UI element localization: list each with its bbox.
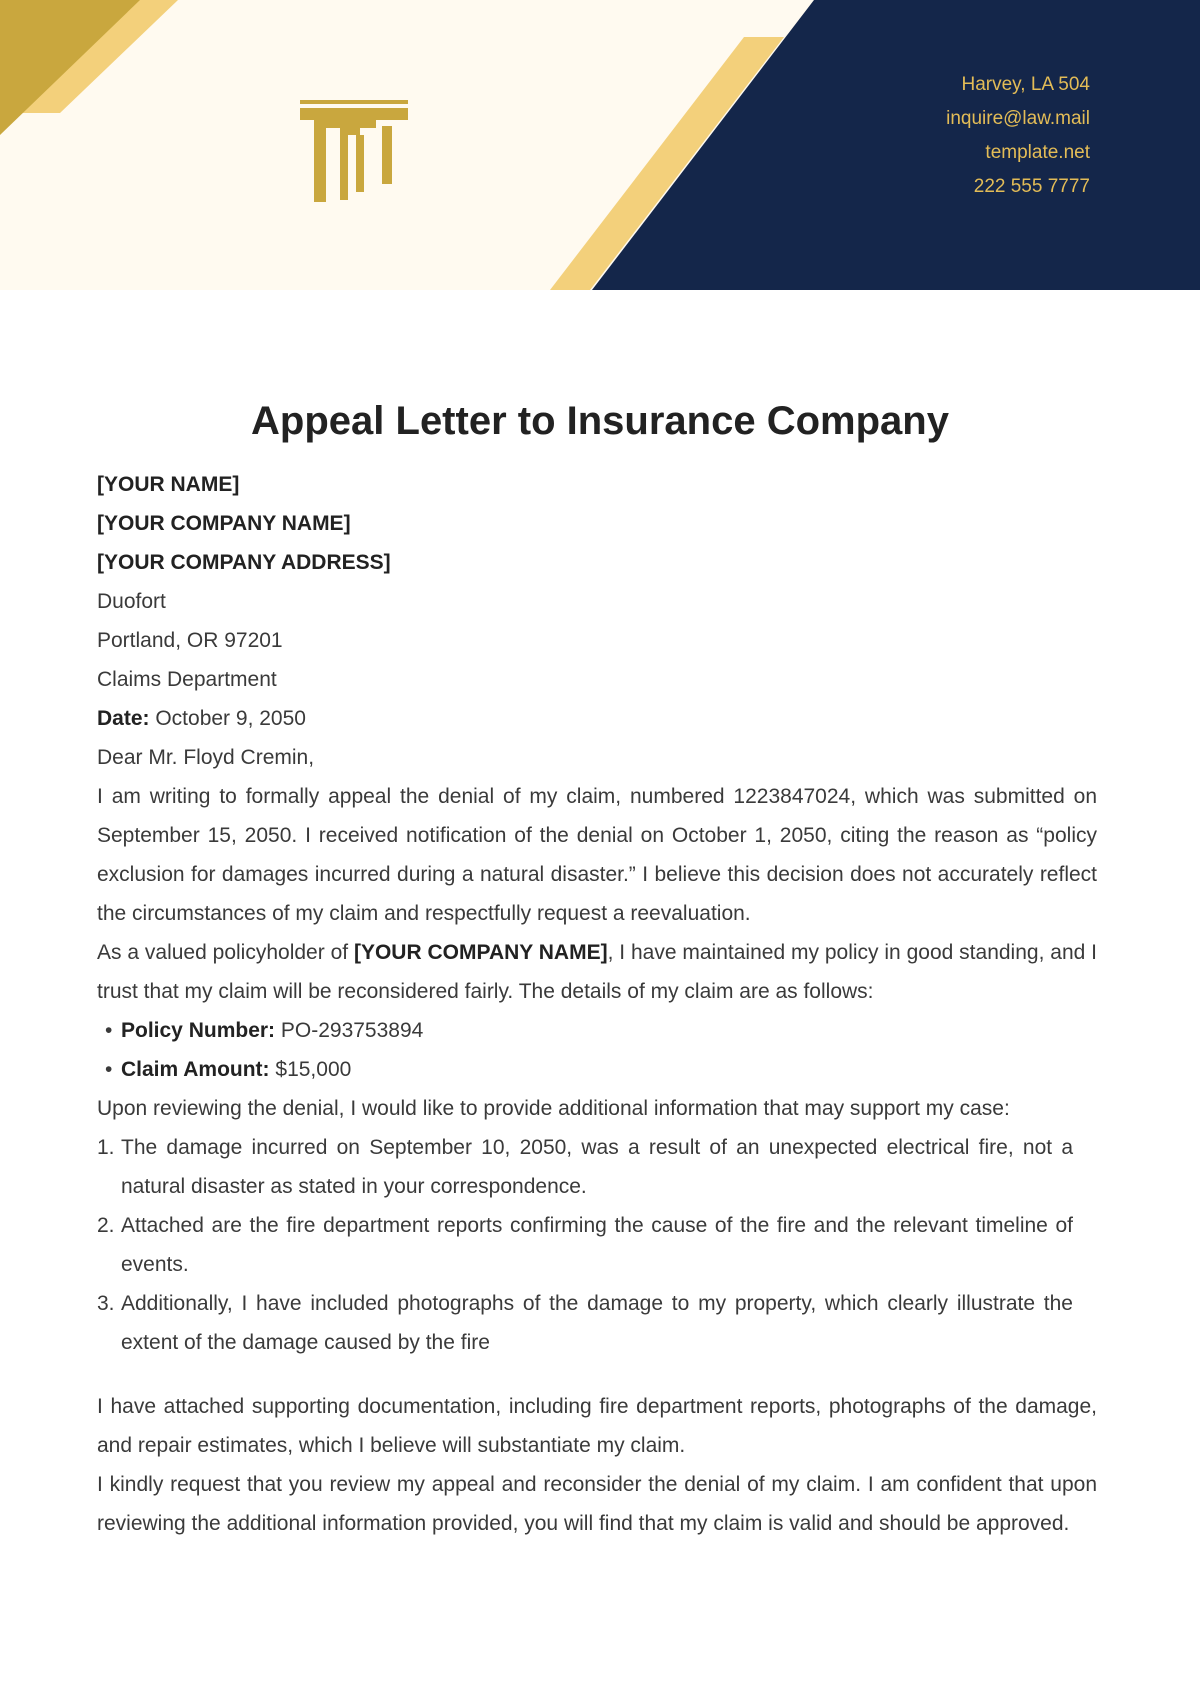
letterhead bbox=[0, 0, 1200, 290]
item-text: Additionally, I have included photographs of the damage to my property, which clearly illustrate the extent of the damage caused by the fire bbox=[121, 1292, 1073, 1354]
paragraph-policyholder-end: , I have maintained my policy in good standing, and I trust that my claim will be reconsidered fairly. The details of my claim are as follows: bbox=[97, 941, 1098, 1003]
letter-title: Appeal Letter to Insurance Company bbox=[251, 399, 949, 443]
list-item bbox=[97, 1206, 1097, 1284]
bullet-glyph: • bbox=[105, 1058, 113, 1081]
supporting-points-list bbox=[97, 1128, 1097, 1362]
bullet-glyph: • bbox=[105, 1019, 113, 1042]
item-number: 1. bbox=[97, 1136, 115, 1159]
list-item bbox=[97, 1284, 1097, 1362]
detail-value: PO-293753894 bbox=[275, 1019, 424, 1042]
recipient-city: Portland, OR 97201 bbox=[97, 629, 283, 652]
paragraph-request: I kindly request that you review my appeal and reconsider the denial of my claim. I am confident that upon reviewing the additional information provided, you will find that my claim is valid and should be approved. bbox=[97, 1473, 1097, 1535]
paragraph-policyholder bbox=[97, 933, 1097, 1011]
sender-address: [YOUR COMPANY ADDRESS] bbox=[97, 551, 391, 574]
letter-body bbox=[97, 465, 1097, 1543]
item-number: 2. bbox=[97, 1214, 115, 1237]
detail-value: $15,000 bbox=[269, 1058, 352, 1081]
item-number: 3. bbox=[97, 1292, 115, 1315]
spacer bbox=[97, 1362, 1097, 1387]
paragraph-attachments: I have attached supporting documentation, including fire department reports, photographs of the damage, and repair estimates, which I believe will substantiate my claim. bbox=[97, 1395, 1097, 1457]
date-value: October 9, 2050 bbox=[149, 707, 306, 730]
paragraph-policyholder-start: As a valued policyholder of bbox=[97, 941, 354, 964]
list-item bbox=[97, 1050, 1097, 1089]
list-item bbox=[97, 1011, 1097, 1050]
list-item bbox=[97, 1128, 1097, 1206]
contact-phone: 222 555 7777 bbox=[973, 176, 1090, 197]
paragraph-policyholder-company: [YOUR COMPANY NAME] bbox=[353, 941, 608, 964]
contact-website[interactable]: template.net bbox=[985, 142, 1090, 163]
sender-name: [YOUR NAME] bbox=[97, 473, 240, 496]
item-text: The damage incurred on September 10, 2050, was a result of an unexpected electrical fire, not a natural disaster as stated in your correspondence. bbox=[121, 1136, 1073, 1198]
recipient-company: Duofort bbox=[97, 590, 166, 613]
contact-info bbox=[946, 68, 1090, 204]
contact-email[interactable]: inquire@law.mail bbox=[946, 108, 1090, 129]
sender-company: [YOUR COMPANY NAME] bbox=[97, 512, 351, 535]
paragraph-appeal: I am writing to formally appeal the denial of my claim, numbered 1223847024, which was submitted on September 15, 2050. I received notification of the denial on October 1, 2050, citing the reason as “policy exclusion for damages incurred during a natural disaster.” I believe this decision does not accurately reflect the circumstances of my claim and respectfully request a reevaluation. bbox=[97, 785, 1097, 925]
letter-date bbox=[97, 699, 1097, 738]
detail-label: Policy Number: bbox=[121, 1019, 276, 1042]
salutation: Dear Mr. Floyd Cremin, bbox=[97, 746, 315, 769]
detail-label: Claim Amount: bbox=[121, 1058, 270, 1081]
contact-address: Harvey, LA 504 bbox=[961, 74, 1090, 95]
date-label: Date: bbox=[97, 707, 150, 730]
pillar-logo-icon bbox=[300, 100, 408, 209]
item-text: Attached are the fire department reports confirming the cause of the fire and the relevant timeline of events. bbox=[121, 1214, 1073, 1276]
recipient-department: Claims Department bbox=[97, 668, 277, 691]
paragraph-review: Upon reviewing the denial, I would like to provide additional information that may support my case: bbox=[97, 1097, 1010, 1120]
claim-details-list bbox=[97, 1011, 1097, 1089]
